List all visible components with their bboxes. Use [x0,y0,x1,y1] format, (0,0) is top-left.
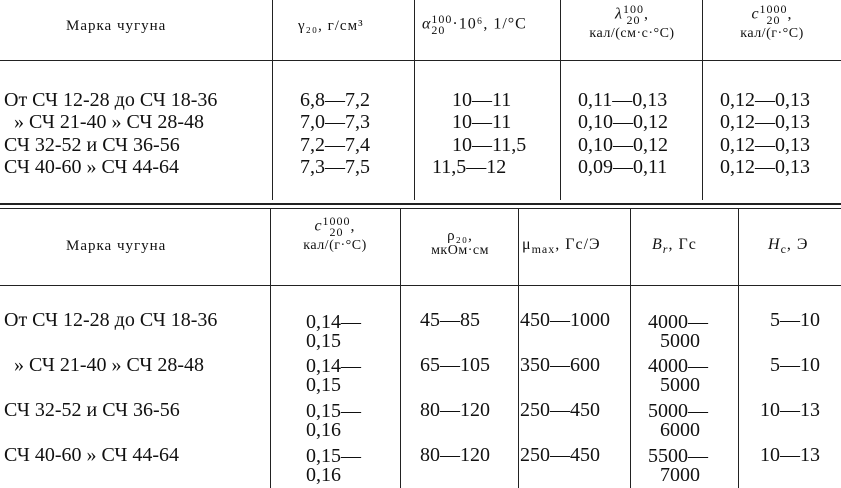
col-divider [270,209,271,488]
cell-alpha: 10—11 [452,89,512,111]
cell-c: 0,12—0,13 [720,89,810,111]
col-divider [738,209,739,488]
hc-subscript: c [780,242,787,257]
mu-symbol: μ [522,236,532,253]
cell-lambda: 0,10—0,12 [578,134,668,156]
c-subscript: 20 [766,13,781,27]
cell-lambda: 0,10—0,12 [578,111,668,133]
alpha-superscript: 100 [431,12,453,26]
cell-br-line2: 6000 [660,419,700,441]
c-unit: кал/(г·°С) [303,238,367,253]
cell-br-line1: 4000— [648,311,708,333]
rho-symbol: ρ₂₀, [447,228,473,244]
header-mu [522,236,601,257]
density-symbol: γ₂₀, [298,18,323,34]
cell-alpha: 11,5—12 [432,156,507,178]
col-divider [518,209,519,488]
header-density [298,18,364,35]
cell-lambda: 0,09—0,11 [578,156,668,178]
cell-c-line2: 0,15 [306,374,341,396]
table-separator [0,203,841,205]
cell-br-line2: 7000 [660,464,700,486]
alpha-subscript: 20 [431,23,446,37]
header-alpha [422,14,527,36]
lambda-superscript: 100 [622,2,644,16]
cell-rho: 45—85 [420,309,480,331]
header-c1: c 1000 20 , кал/(г·°С) [706,4,838,42]
cell-br-line2: 5000 [660,374,700,396]
table-separator [0,208,841,209]
hc-symbol: H [768,236,781,253]
alpha-symbol: α [422,15,432,33]
cell-c-line2: 0,15 [306,330,341,352]
col-divider [560,0,561,200]
col-divider [702,0,703,200]
cell-br-line1: 5500— [648,445,708,467]
cell-alpha: 10—11 [452,111,512,133]
hc-unit: , Э [786,236,809,253]
cell-density: 7,3—7,5 [300,156,370,178]
cell-grade: От СЧ 12-28 до СЧ 18-36 [4,309,218,331]
density-unit: г/см³ [327,18,364,34]
cell-rho: 80—120 [420,444,490,466]
br-unit: , Гс [668,236,697,253]
cell-hc: 10—13 [760,444,820,466]
br-subscript: r [662,242,669,257]
cell-density: 6,8—7,2 [300,89,370,111]
header-rho [402,228,518,258]
c-symbol: c [751,5,760,23]
cell-hc: 5—10 [770,309,820,331]
header-br [652,236,697,257]
cell-br-line1: 4000— [648,355,708,377]
cell-c: 0,12—0,13 [720,156,810,178]
cell-grade: СЧ 32-52 и СЧ 36-56 [4,134,180,156]
lambda-subscript: 20 [626,13,641,27]
header-separator [0,60,841,61]
cell-grade: СЧ 40-60 » СЧ 44-64 [4,444,179,466]
c-subscript: 20 [329,225,344,239]
cell-grade: » СЧ 21-40 » СЧ 28-48 [14,111,204,133]
c-superscript: 1000 [322,214,351,228]
col-divider [414,0,415,200]
header-c2: c 1000 20 , кал/(г·°С) [272,216,398,254]
header-hc [768,236,808,257]
col-divider [272,0,273,200]
cell-grade: СЧ 32-52 и СЧ 36-56 [4,399,180,421]
cell-c: 0,12—0,13 [720,111,810,133]
cell-mu: 450—1000 [520,309,610,331]
cell-mu: 250—450 [520,444,600,466]
cell-c-line1: 0,14— [306,355,361,377]
cell-br-line1: 5000— [648,400,708,422]
header-grade: Марка чугуна [66,18,167,34]
cell-alpha: 10—11,5 [452,134,527,156]
cell-c-line1: 0,15— [306,400,361,422]
cell-grade: СЧ 40-60 » СЧ 44-64 [4,156,179,178]
cell-br-line2: 5000 [660,330,700,352]
header-lambda: λ 100 20 , кал/(см·с·°С) [566,4,698,42]
rho-unit: мкОм·см [431,243,489,258]
cell-rho: 65—105 [420,354,490,376]
cell-hc: 10—13 [760,399,820,421]
cell-density: 7,0—7,3 [300,111,370,133]
cell-hc: 5—10 [770,354,820,376]
cell-rho: 80—120 [420,399,490,421]
alpha-rest: ·10⁶, 1/°С [452,15,527,33]
cell-lambda: 0,11—0,13 [578,89,668,111]
cell-c-line1: 0,15— [306,445,361,467]
cell-c-line1: 0,14— [306,311,361,333]
header-separator [0,285,841,286]
lambda-symbol: λ [615,5,623,23]
cell-c-line2: 0,16 [306,419,341,441]
c-unit: кал/(г·°С) [740,26,804,41]
cell-c: 0,12—0,13 [720,134,810,156]
br-symbol: B [652,236,663,253]
cell-mu: 350—600 [520,354,600,376]
header-grade: Марка чугуна [66,238,167,254]
cell-mu: 250—450 [520,399,600,421]
cell-grade: » СЧ 21-40 » СЧ 28-48 [14,354,204,376]
cell-density: 7,2—7,4 [300,134,370,156]
cell-c-line2: 0,16 [306,464,341,486]
col-divider [400,209,401,488]
mu-subscript: max [531,242,556,257]
lambda-unit: кал/(см·с·°С) [589,26,675,41]
c-superscript: 1000 [759,2,788,16]
mu-unit: , Гс/Э [555,236,601,253]
col-divider [630,209,631,488]
c-symbol: c [314,217,323,235]
cell-grade: От СЧ 12-28 до СЧ 18-36 [4,89,218,111]
